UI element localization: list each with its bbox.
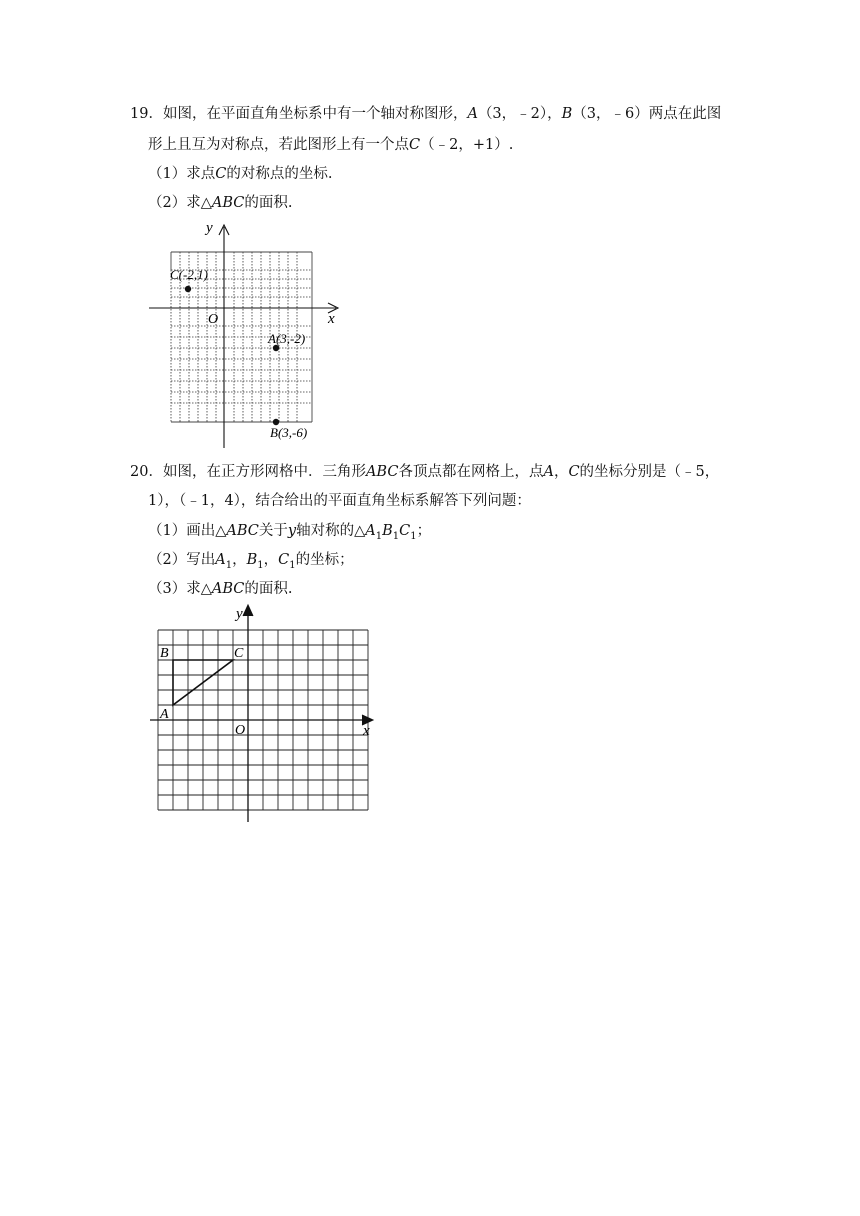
point-b1-label: B <box>382 523 393 539</box>
q20-part-2-text: 的坐标； <box>295 552 354 568</box>
q20-text: ， <box>553 464 569 480</box>
subscript: 1 <box>225 559 233 571</box>
q20-part-1-text: （1）画出△ <box>148 523 227 539</box>
q20-text: 的坐标分别是（﹣5， <box>579 464 720 480</box>
subscript: 1 <box>375 530 383 542</box>
triangle-abc-label: ABC <box>211 195 245 211</box>
q20-number: 20． <box>130 464 163 480</box>
q19-point-c-label: C(-2,1) <box>170 267 208 282</box>
q19-part-1 <box>148 164 332 184</box>
q19-part-2-text: 的面积. <box>244 195 293 211</box>
q20-part-2-text: （2）写出 <box>148 552 216 568</box>
q19-y-axis-label: y <box>206 220 213 236</box>
q20-part-1 <box>148 521 431 547</box>
y-axis-symbol: y <box>287 523 297 539</box>
q20-x-axis-label: x <box>363 723 370 739</box>
q20-vertex-c-label: C <box>234 646 244 661</box>
point-b1-label: B <box>246 552 258 568</box>
subscript: 1 <box>257 559 264 571</box>
subscript: 1 <box>392 530 400 542</box>
q20-part-2-text: ， <box>263 552 279 568</box>
point-a1-label: A <box>215 552 226 568</box>
q19-point-a-label: A(3,-2) <box>268 331 306 346</box>
subscript: 1 <box>410 530 417 542</box>
q20-origin-label: O <box>235 723 246 738</box>
point-c-label: C <box>409 137 421 153</box>
q20-y-axis-arrow <box>243 605 253 616</box>
point-c1-label: C <box>399 523 411 539</box>
q20-coordinate-figure <box>148 600 380 825</box>
q19-number: 19． <box>130 106 163 122</box>
triangle-abc-label: ABC <box>365 464 399 480</box>
point-b-label: B <box>561 106 573 122</box>
point-c-coords: （﹣2，+1）. <box>420 137 514 153</box>
q20-part-3 <box>148 579 293 599</box>
q19-point-b-label: B(3,-6) <box>270 425 308 440</box>
point-c-label: C <box>215 166 227 182</box>
q19-text: （3，﹣6）两点在此图 <box>572 106 722 122</box>
q20-part-1-text: 关于 <box>258 523 288 539</box>
q20-vertex-a-label: A <box>160 707 169 722</box>
q19-part-2-text: （2）求△ <box>148 195 212 211</box>
q20-part-2-text: ， <box>232 552 247 568</box>
q19-part-2 <box>148 193 293 213</box>
q19-coordinate-figure <box>140 215 350 450</box>
q20-part-1-text: 轴对称的△ <box>296 523 366 539</box>
q19-origin-label: O <box>208 312 219 327</box>
triangle-abc-label: ABC <box>226 523 259 539</box>
point-a-coords: （3，﹣2）， <box>477 106 562 122</box>
q20-part-2 <box>148 550 354 576</box>
q19-part-1-text: 的对称点的坐标. <box>226 166 333 182</box>
q20-vertex-b-label: B <box>160 646 169 661</box>
q20-y-axis-label: y <box>236 606 243 622</box>
subscript: 1 <box>289 559 296 571</box>
q19-line-1 <box>130 104 721 124</box>
q19-x-axis-label: x <box>328 311 335 327</box>
q19-text: 如图，在平面直角坐标系中有一个轴对称图形， <box>162 106 468 122</box>
q19-point-c <box>185 286 191 292</box>
point-c1-label: C <box>278 552 290 568</box>
q20-text: 如图，在正方形网格中．三角形 <box>162 464 366 480</box>
point-a-label: A <box>467 106 478 122</box>
point-a-label: A <box>543 464 554 480</box>
q20-part-3-text: （3）求△ <box>148 581 212 597</box>
q20-part-3-text: 的面积. <box>244 581 293 597</box>
point-c-label: C <box>568 464 580 480</box>
q19-text: 形上且互为对称点，若此图形上有一个点 <box>148 137 409 153</box>
q20-text: 各顶点都在网格上，点 <box>398 464 544 480</box>
point-a1-label: A <box>365 523 376 539</box>
q20-text: 1），（﹣1，4），结合给出的平面直角坐标系解答下列问题： <box>148 493 531 509</box>
triangle-abc-label: ABC <box>211 581 245 597</box>
q20-part-1-text: ； <box>416 523 432 539</box>
q19-line-2 <box>148 135 513 155</box>
q20-line-1 <box>130 462 719 482</box>
q19-part-1-text: （1）求点 <box>148 166 216 182</box>
q20-line-2 <box>148 491 531 511</box>
